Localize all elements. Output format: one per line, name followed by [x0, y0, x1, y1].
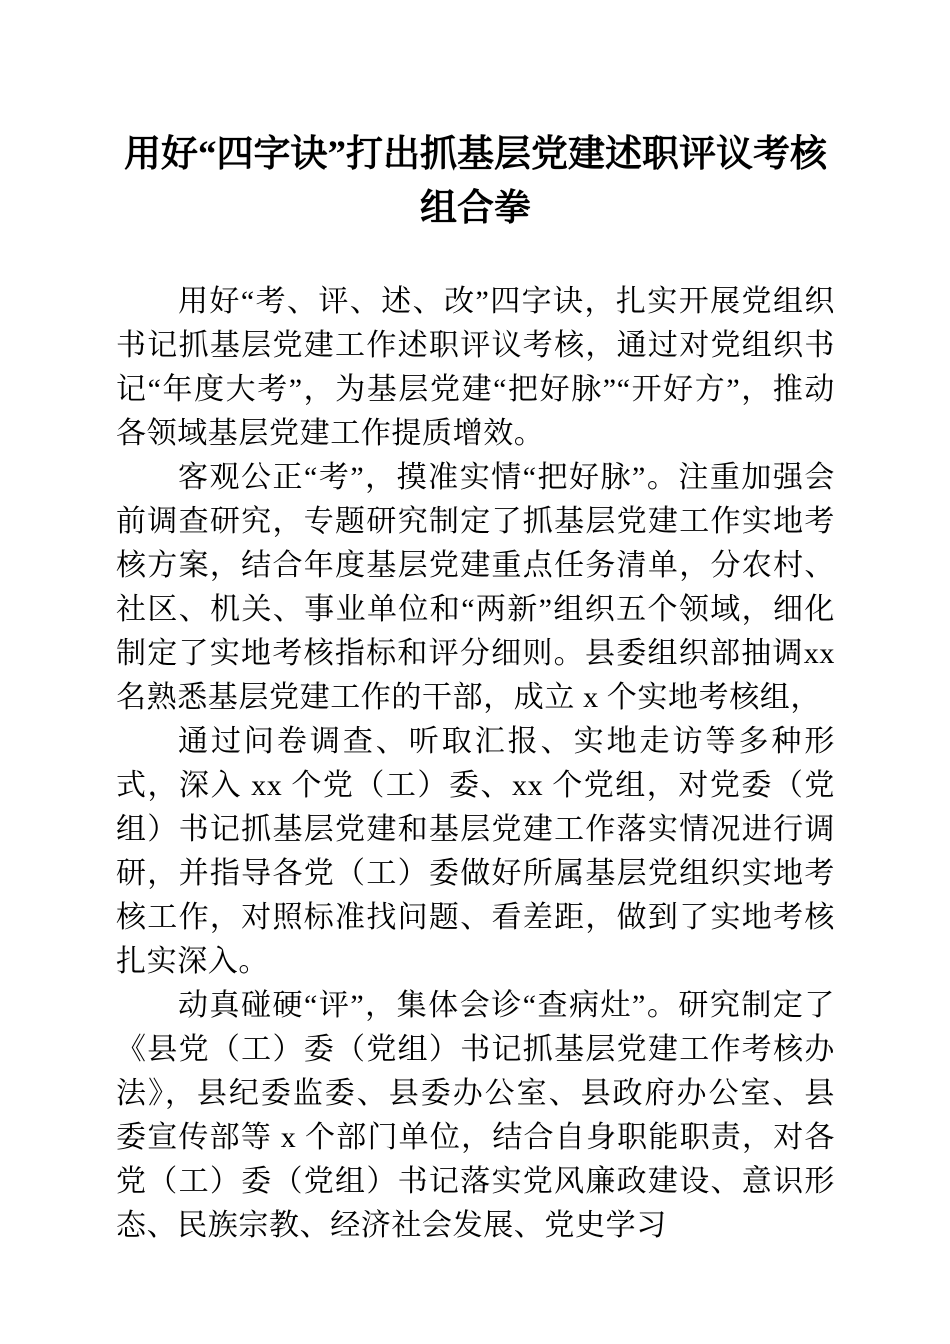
paragraph-4: 动真碰硬“评”，集体会诊“查病灶”。研究制定了《县党（工）委（党组）书记抓基层党建工作考核办法》，县纪委监委、县委办公室、县政府办公室、县委宣传部等 x 个部门单位，结合自身职能职责，对各党（工）委（党组）书记落实党风廉政建设、意识形态、民族宗教、经济社会发展、党史学习: [116, 989, 835, 1242]
paragraph-2: 客观公正“考”，摸准实情“把好脉”。注重加强会前调查研究，专题研究制定了抓基层党建工作实地考核方案，结合年度基层党建重点任务清单，分农村、社区、机关、事业单位和“两新”组织五个领域，细化制定了实地考核指标和评分细则。县委组织部抽调xx名熟悉基层党建工作的干部，成立 x 个实地考核组，: [116, 461, 835, 714]
document-content-column: [116, 0, 835, 1248]
page-title: 用好“四字诀”打出抓基层党建述职评议考核: [124, 134, 827, 175]
paragraph-3: 通过问卷调查、听取汇报、实地走访等多种形式，深入 xx 个党（工）委、xx 个党组，对党委（党组）书记抓基层党建和基层党建工作落实情况进行调研，并指导各党（工）委做好所属基层党组织实地考核工作，对照标准找问题、看差距，做到了实地考核扎实深入。: [116, 725, 835, 978]
document-body: [116, 280, 835, 1248]
page-title-line-2: 组合拳: [420, 188, 531, 229]
paragraph-1: 用好“考、评、述、改”四字诀，扎实开展党组织书记抓基层党建工作述职评议考核，通过对党组织书记“年度大考”，为基层党建“把好脉”“开好方”，推动各领域基层党建工作提质增效。: [116, 285, 835, 450]
